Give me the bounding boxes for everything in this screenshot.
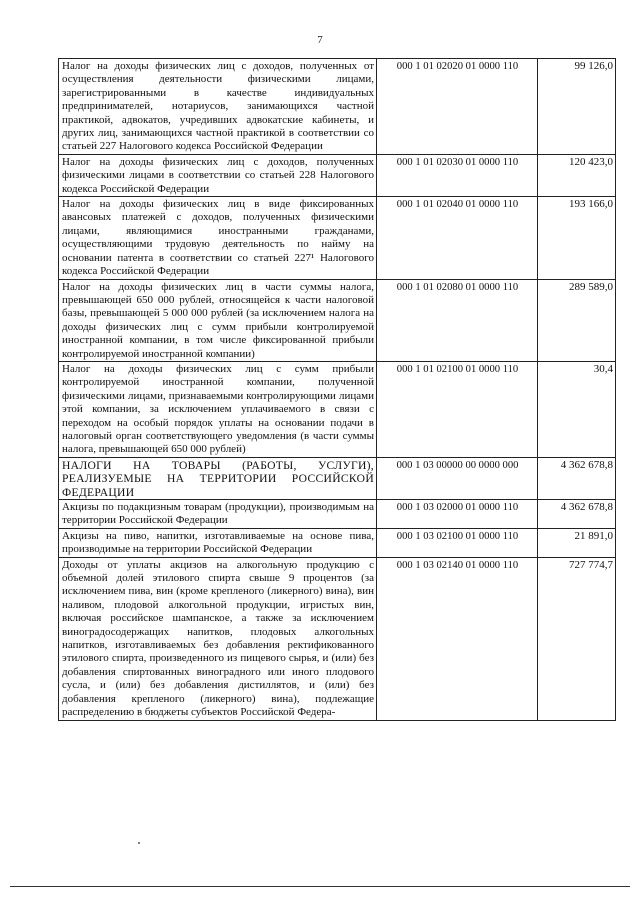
revenue-amount: 289 589,0 <box>538 279 616 361</box>
revenue-amount: 727 774,7 <box>538 557 616 720</box>
budget-code: 000 1 03 02100 01 0000 110 <box>377 528 538 557</box>
table-row <box>59 361 616 457</box>
table-row <box>59 197 616 279</box>
scan-speck <box>138 842 140 844</box>
budget-code: 000 1 01 02100 01 0000 110 <box>377 361 538 457</box>
table-row <box>59 154 616 196</box>
page-number: 7 <box>317 34 323 46</box>
page-bottom-rule <box>10 886 630 887</box>
revenue-amount: 99 126,0 <box>538 59 616 155</box>
revenue-amount: 4 362 678,8 <box>538 457 616 499</box>
budget-code: 000 1 03 00000 00 0000 000 <box>377 457 538 499</box>
revenue-amount: 30,4 <box>538 361 616 457</box>
revenue-amount: 193 166,0 <box>538 197 616 279</box>
revenue-name: Налог на доходы физических лиц с сумм прибыли контролируемой иностранной компании, полученной физическими лицами, признаваемыми контролирующими лицами этой компании, за исключением уплачиваемого в связи с переходом на особый порядок уплаты на основании подачи в налоговый орган соответствующего уведомления (в части суммы налога, превышающей 650 000 рублей) <box>59 361 377 457</box>
budget-code: 000 1 01 02040 01 0000 110 <box>377 197 538 279</box>
table-row <box>59 528 616 557</box>
revenue-name: Акцизы по подакцизным товарам (продукции), производимым на территории Российской Федерации <box>59 500 377 529</box>
budget-code: 000 1 03 02140 01 0000 110 <box>377 557 538 720</box>
revenue-name: НАЛОГИ НА ТОВАРЫ (РАБОТЫ, УСЛУГИ), РЕАЛИЗУЕМЫЕ НА ТЕРРИТОРИИ РОССИЙСКОЙ ФЕДЕРАЦИИ <box>59 457 377 499</box>
revenue-name: Налог на доходы физических лиц в части суммы налога, превышающей 650 000 рублей, относящейся к части налоговой базы, превышающей 5 000 000 рублей (за исключением налога на доходы физических лиц с сумм прибыли контролируемой иностранной компании, в том числе фиксированной прибыли контролируемой иностранной компании) <box>59 279 377 361</box>
table-row <box>59 279 616 361</box>
revenue-name: Налог на доходы физических лиц с доходов, полученных от осуществления деятельности физическими лицами, зарегистрированными в качестве индивидуальных предпринимателей, нотариусов, занимающихся частной практикой, адвокатов, учредивших адвокатские кабинеты, и других лиц, занимающихся частной практикой в соответствии со статьей 227 Налогового кодекса Российской Федерации <box>59 59 377 155</box>
revenue-name: Акцизы на пиво, напитки, изготавливаемые на основе пива, производимые на территории Российской Федерации <box>59 528 377 557</box>
revenue-name: Налог на доходы физических лиц с доходов, полученных физическими лицами в соответствии со статьей 228 Налогового кодекса Российской Федерации <box>59 154 377 196</box>
table-row <box>59 59 616 155</box>
revenue-name: Доходы от уплаты акцизов на алкогольную продукцию с объемной долей этилового спирта свыше 9 процентов (за исключением пива, вин (кроме крепленого (ликерного) вина), вин наливом, плодовой алкогольной продукции, игристых вин, включая российское шампанское, а также за исключением виноградосодержащих напитков, плодовых алкогольных напитков, изготавливаемых без добавления ректификованного этилового спирта, произведенного из пищевого сырья, и (или) без добавления спиртованных виноградного или иного плодового сусла, и (или) без добавления дистиллятов, и (или) без добавления крепленого (ликерного) вина), подлежащие распределению в бюджеты субъектов Российской Федера- <box>59 557 377 720</box>
revenue-table <box>58 58 616 721</box>
table-row <box>59 500 616 529</box>
revenue-name: Налог на доходы физических лиц в виде фиксированных авансовых платежей с доходов, полученных физическими лицами, являющимися иностранными гражданами, осуществляющими трудовую деятельность по найму на основании патента в соответствии со статьей 227¹ Налогового кодекса Российской Федерации <box>59 197 377 279</box>
budget-code: 000 1 01 02030 01 0000 110 <box>377 154 538 196</box>
budget-code: 000 1 01 02020 01 0000 110 <box>377 59 538 155</box>
revenue-amount: 21 891,0 <box>538 528 616 557</box>
revenue-amount: 120 423,0 <box>538 154 616 196</box>
table-row <box>59 557 616 720</box>
budget-code: 000 1 01 02080 01 0000 110 <box>377 279 538 361</box>
budget-code: 000 1 03 02000 01 0000 110 <box>377 500 538 529</box>
table-row-section <box>59 457 616 499</box>
revenue-amount: 4 362 678,8 <box>538 500 616 529</box>
